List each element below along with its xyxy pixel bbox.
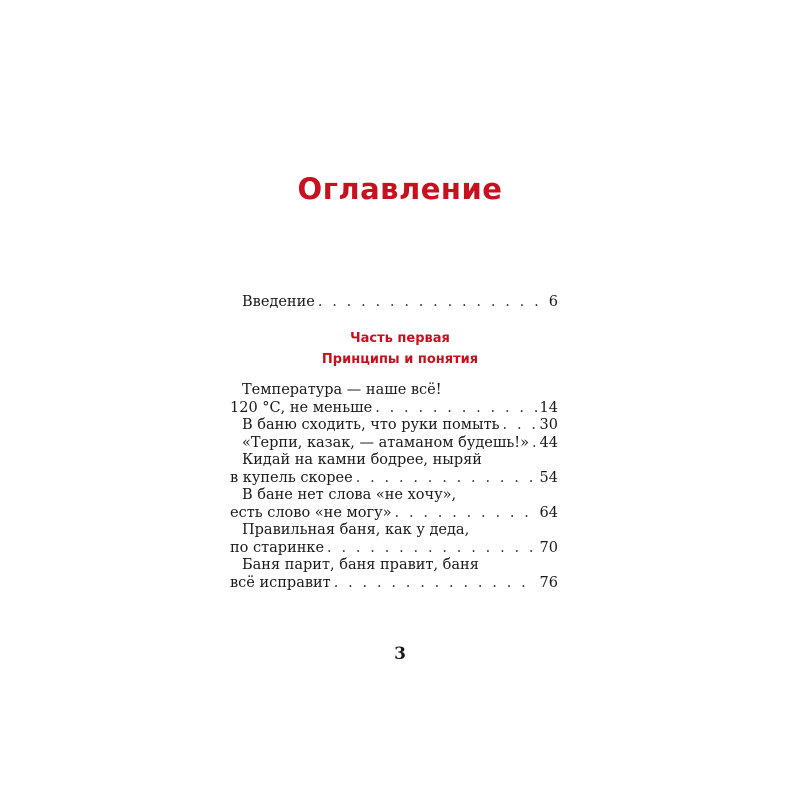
toc-entry-label: В баню сходить, что руки помыть <box>242 417 500 433</box>
toc-entry-page: 76 <box>539 574 558 591</box>
dot-leader <box>356 470 537 488</box>
toc-entry-label: 120 °С, не меньше <box>230 399 373 416</box>
toc-entry-line: Баня парит, баня правит, баня <box>242 557 479 573</box>
dot-leader <box>318 294 546 312</box>
toc-entry-page: 14 <box>539 399 558 416</box>
toc-entry-label: всё исправит <box>230 574 331 591</box>
toc-entry <box>230 417 558 435</box>
dot-leader <box>395 505 537 523</box>
dot-leader <box>375 400 536 418</box>
toc-entry-page: 6 <box>548 294 558 310</box>
dot-leader <box>327 540 537 558</box>
toc-entry <box>230 540 558 558</box>
toc-entry-page: 30 <box>539 417 558 433</box>
toc-entry-page: 44 <box>539 434 558 451</box>
page-number: 3 <box>394 644 406 664</box>
toc-entry <box>230 435 558 453</box>
toc-entry-label: есть слово «не могу» <box>230 504 392 521</box>
toc-entry-page: 70 <box>539 539 558 556</box>
part-heading <box>0 328 800 370</box>
dot-leader <box>532 435 537 453</box>
toc-entry-line: Кидай на камни бодрее, ныряй <box>242 452 482 468</box>
part-number: Часть первая <box>350 331 450 346</box>
toc-entry <box>230 470 558 488</box>
toc-entry-line: Температура — наше всё! <box>242 382 442 398</box>
toc-entry-page: 54 <box>539 469 558 486</box>
toc-entry-label: по старинке <box>230 539 325 556</box>
toc-entry <box>230 575 558 593</box>
toc-intro <box>242 294 558 312</box>
page-title: Оглавление <box>297 172 503 206</box>
toc-entry-line: В бане нет слова «не хочу», <box>242 487 457 503</box>
toc-entry-label: в купель скорее <box>230 469 353 486</box>
toc-entry-line: Правильная баня, как у деда, <box>242 522 470 538</box>
toc-entry <box>242 294 558 312</box>
toc-entry-label: Введение <box>242 294 315 310</box>
toc-list <box>230 382 558 592</box>
part-title: Принципы и понятия <box>321 352 479 367</box>
toc-entry <box>230 505 558 523</box>
dot-leader <box>334 575 537 593</box>
dot-leader <box>503 417 537 435</box>
toc-entry <box>230 400 558 418</box>
toc-entry-page: 64 <box>539 504 558 521</box>
toc-entry-label: «Терпи, казак, — атаманом будешь!» <box>242 434 529 451</box>
